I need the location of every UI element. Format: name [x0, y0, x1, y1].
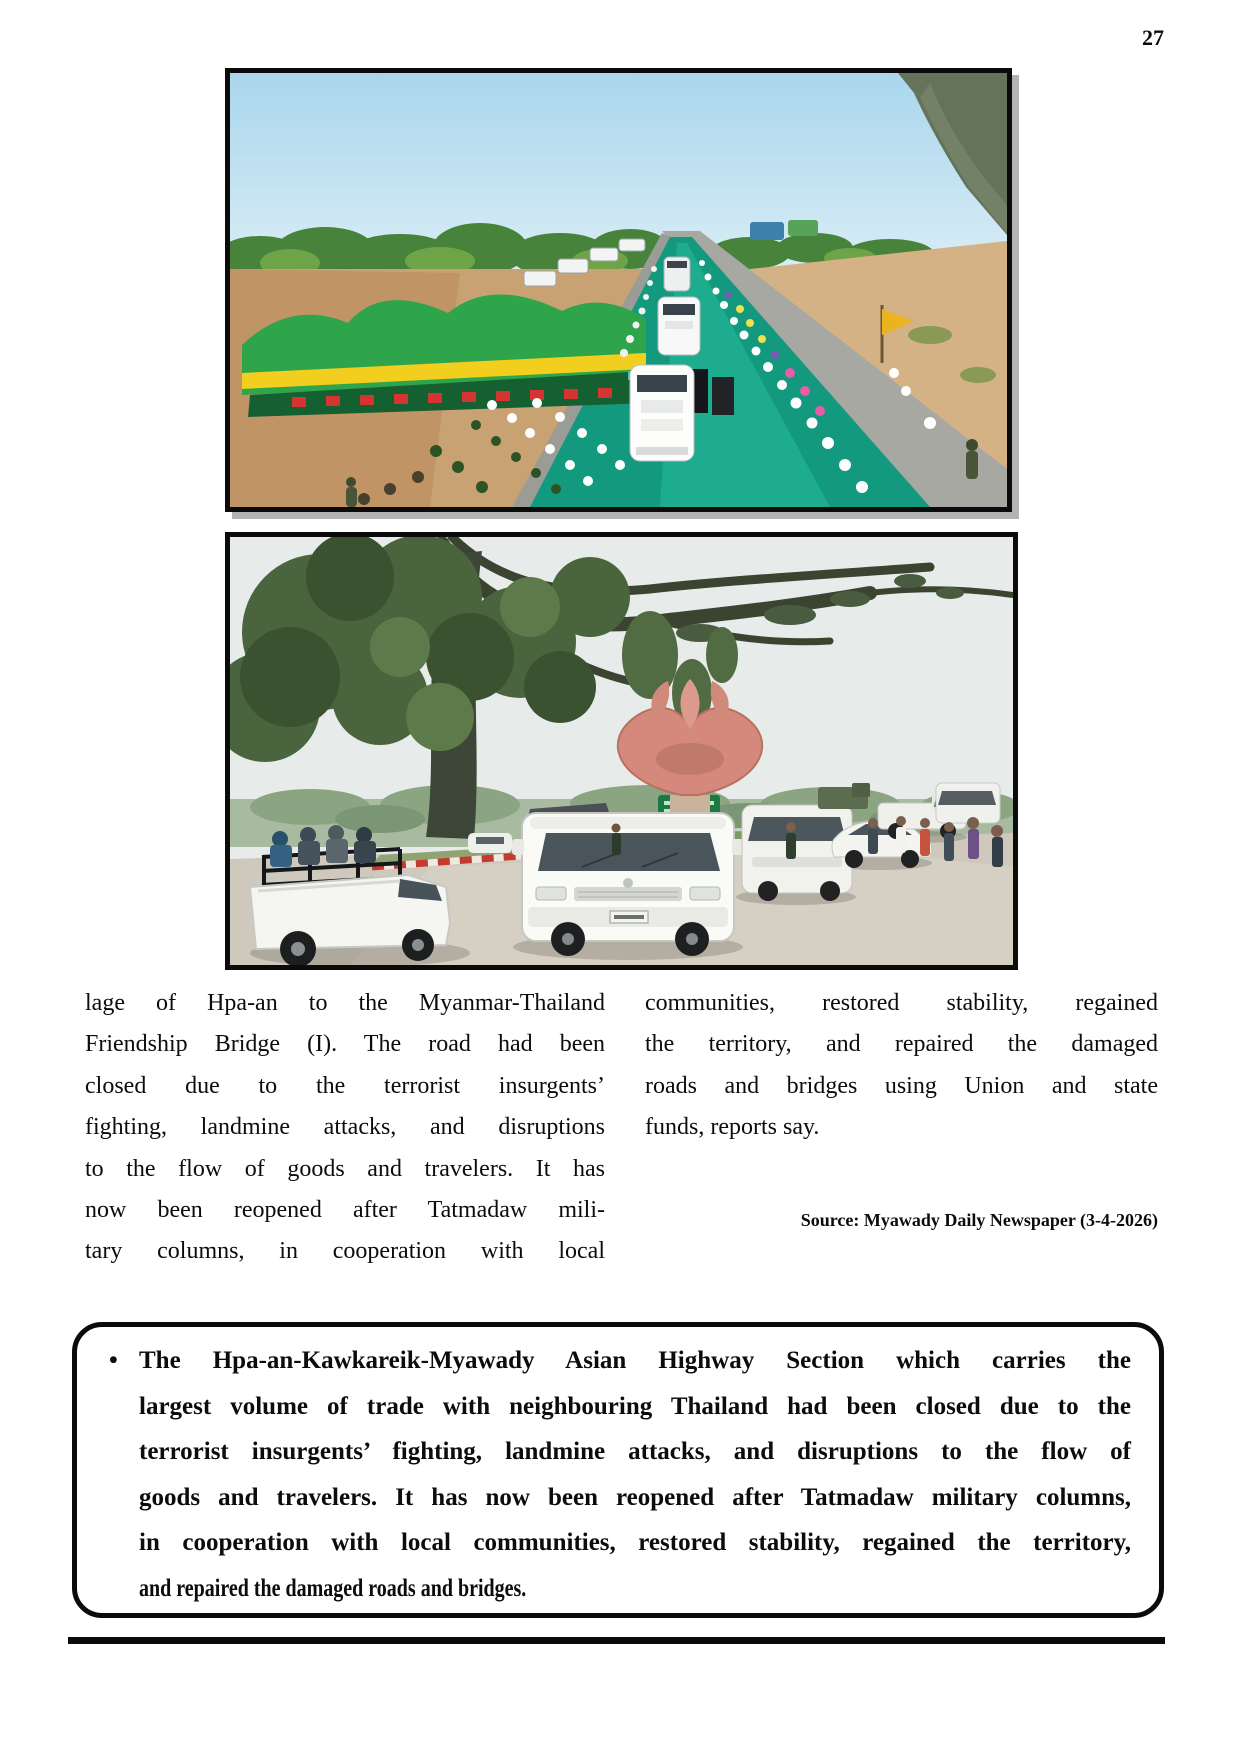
text-line: to the flow of goods and travelers. It has	[85, 1155, 605, 1182]
source-attribution: Source: Myawady Daily Newspaper (3-4-2026)	[800, 1210, 1158, 1230]
white-van-center	[512, 813, 744, 956]
far-white-van	[936, 783, 1000, 823]
bullet-marker: •	[109, 1347, 118, 1374]
text-line: closed due to the terrorist insurgents’	[85, 1072, 605, 1099]
article-column-left	[85, 983, 605, 1273]
text-line: lage of Hpa-an to the Myanmar-Thailand	[85, 990, 605, 1016]
text-line: roads and bridges using Union and state	[645, 1072, 1158, 1099]
text-line: goods and travelers. It has now been reopened after Tatmadaw military columns,	[139, 1483, 1131, 1511]
bottom-separator-line	[68, 1637, 1165, 1644]
photo-aerial-illustration	[230, 73, 1007, 507]
photo-aerial-convoy-ceremony	[225, 68, 1012, 512]
text-line: now been reopened after Tatmadaw mili-	[85, 1197, 605, 1224]
photo-road-illustration	[230, 537, 1013, 965]
text-line: funds, reports say.	[645, 1114, 820, 1141]
text-line: in cooperation with local communities, restored stability, regained the territory,	[139, 1529, 1131, 1556]
text-line: the territory, and repaired the damaged	[645, 1031, 1158, 1058]
parked-car-behind	[468, 833, 512, 853]
page-number: 27	[1142, 25, 1164, 50]
text-line: fighting, landmine attacks, and disruptions	[85, 1114, 605, 1141]
callout-text	[139, 1338, 1131, 1611]
text-line: and repaired the damaged roads and bridges.	[139, 1574, 527, 1602]
callout-content	[77, 1327, 1159, 1611]
text-line: Friendship Bridge (I). The road had been	[85, 1031, 605, 1058]
text-line: The Hpa-an-Kawkareik-Myawady Asian Highway Section which carries the	[139, 1347, 1131, 1374]
traffic-guard	[612, 824, 622, 856]
text-line: largest volume of trade with neighbouring Thailand had been closed due to the	[139, 1392, 1131, 1420]
photo-road-convoy-lotus	[225, 532, 1018, 970]
summary-callout-box	[72, 1322, 1164, 1618]
article-column-right	[645, 983, 1158, 1149]
text-line: communities, restored stability, regained	[645, 990, 1158, 1016]
text-line: terrorist insurgents’ fighting, landmine attacks, and disruptions to the flow of	[139, 1438, 1131, 1465]
text-line: tary columns, in cooperation with local	[85, 1238, 605, 1265]
